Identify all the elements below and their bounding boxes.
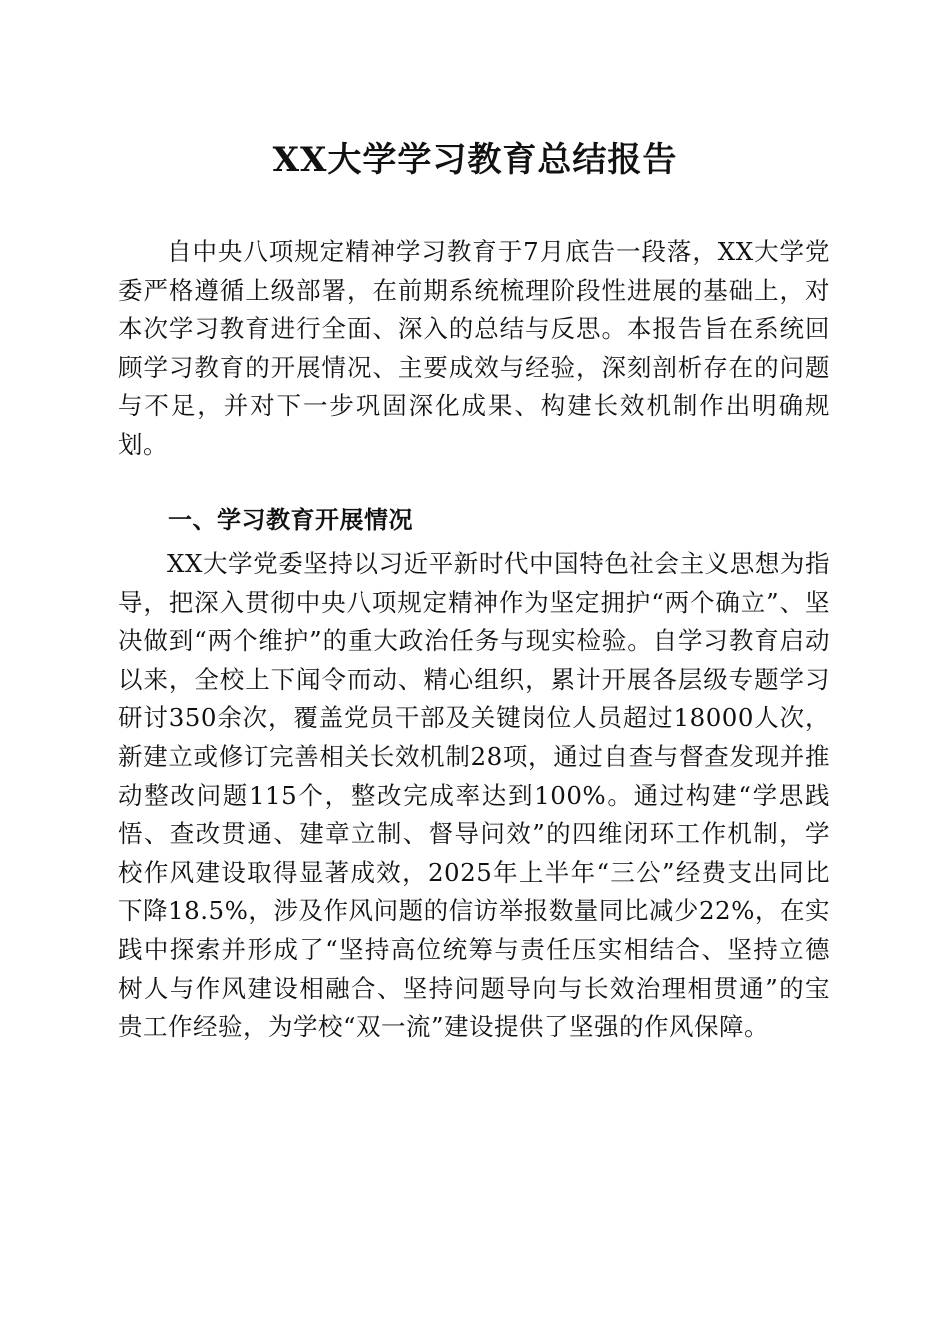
intro-paragraph: 自中央八项规定精神学习教育于7月底告一段落，XX大学党委严格遵循上级部署，在前期系统梳理阶段性进展的基础上，对本次学习教育进行全面、深入的总结与反思。本报告旨在系统回顾学习教育的开展情况、主要成效与经验，深刻剖析存在的问题与不足，并对下一步巩固深化成果、构建长效机制作出明确规划。 (118, 237, 830, 459)
section-paragraph: XX大学党委坚持以习近平新时代中国特色社会主义思想为指导，把深入贯彻中央八项规定精神作为坚定拥护“两个确立”、坚决做到“两个维护”的重大政治任务与现实检验。自学习教育启动以来，全校上下闻令而动、精心组织，累计开展各层级专题学习研讨350余次，覆盖党员干部及关键岗位人员超过18000人次，新建立或修订完善相关长效机制28项，通过自查与督查发现并推动整改问题115个，整改完成率达到100%。通过构建“学思践悟、查改贯通、建章立制、督导问效”的四维闭环工作机制，学校作风建设取得显著成效，2025年上半年“三公”经费支出同比下降18.5%，涉及作风问题的信访举报数量同比减少22%，在实践中探索并形成了“坚持高位统筹与责任压实相结合、坚持立德树人与作风建设相融合、坚持问题导向与长效治理相贯通”的宝贵工作经验，为学校“双一流”建设提供了坚强的作风保障。 (118, 549, 830, 1042)
section-heading: 一、学习教育开展情况 (168, 506, 413, 534)
document-title: XX大学学习教育总结报告 (272, 140, 678, 180)
